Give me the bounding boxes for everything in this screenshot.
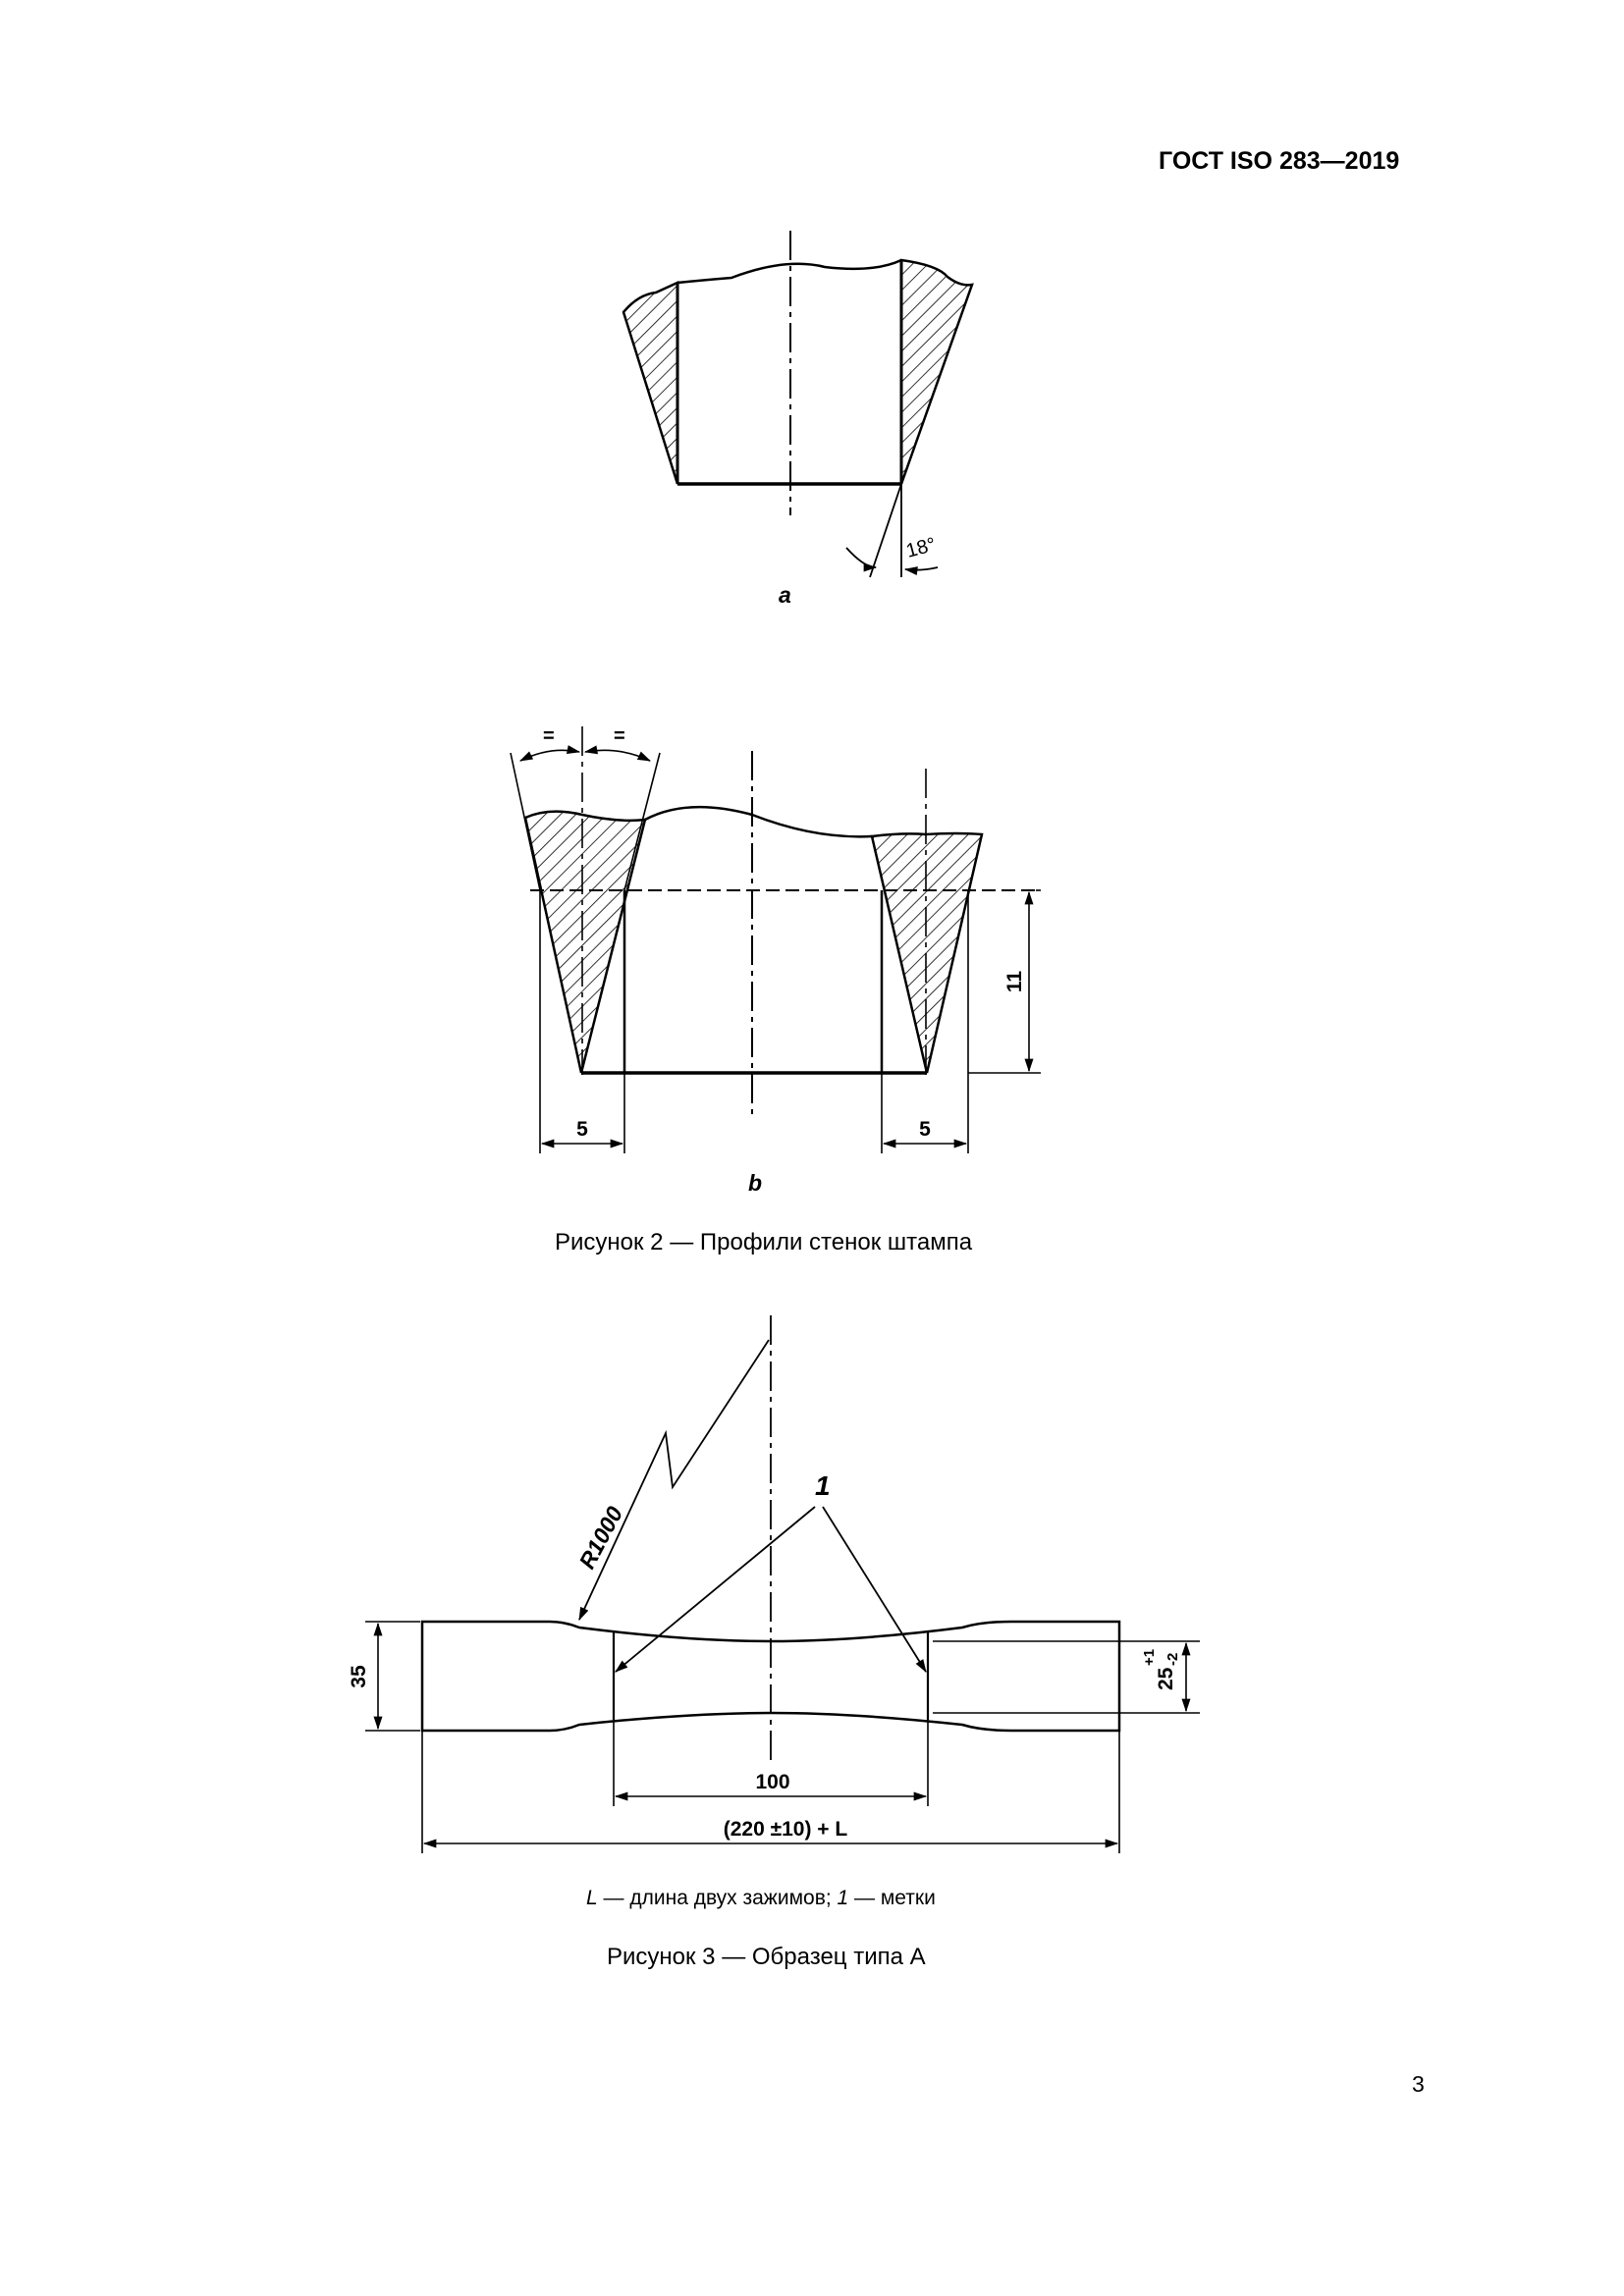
legend-mark-text: — метки [848,1887,936,1909]
dim-narrow-lower-tol: -2 [1164,1652,1181,1666]
standard-header: ГОСТ ISO 283—2019 [1159,147,1400,175]
figure-2a-die-profile [623,231,972,608]
page-number: 3 [1412,2071,1425,2097]
left-hatched-wall [623,283,677,484]
dim-total: (220 ±10) + L [723,1818,848,1841]
legend-l-symbol: L [586,1887,598,1909]
dim-width-left: 5 [576,1118,588,1141]
angle-arrow-left [846,548,876,567]
angle-label: 18° [903,533,939,562]
angle-arrow-right [905,567,938,570]
right-hatched-wall [901,260,972,484]
radius-label: R1000 [573,1502,628,1574]
radius-leader [579,1340,769,1620]
break-line [645,807,872,836]
figure-2b-die-profile [511,725,1041,1196]
equal-mark-left: = [543,725,555,747]
dim-width-right: 5 [919,1118,931,1141]
dim-height: 11 [1003,970,1026,993]
dim-gauge: 100 [755,1771,790,1793]
dim-narrow-base: 25 [1155,1667,1177,1690]
dim-narrow-upper-tol: +1 [1141,1648,1158,1666]
figure-2-caption: Рисунок 2 — Профили стенок штампа [555,1229,973,1255]
figure-3-caption: Рисунок 3 — Образец типа А [607,1944,926,1970]
right-hatched-wedge [872,833,982,1073]
dim-width: 35 [348,1665,370,1688]
legend-mark-symbol: 1 [837,1887,849,1909]
marks-callout: 1 [815,1470,831,1501]
equal-mark-right: = [614,725,625,747]
figure-3-legend [586,1887,936,1910]
figure-3-specimen-type-a [348,1315,1200,1853]
left-hatched-wedge [525,812,645,1073]
sub-figure-label-a: a [779,582,791,608]
sub-figure-label-b: b [748,1170,763,1196]
legend-l-text: — длина двух зажимов; [597,1887,838,1909]
